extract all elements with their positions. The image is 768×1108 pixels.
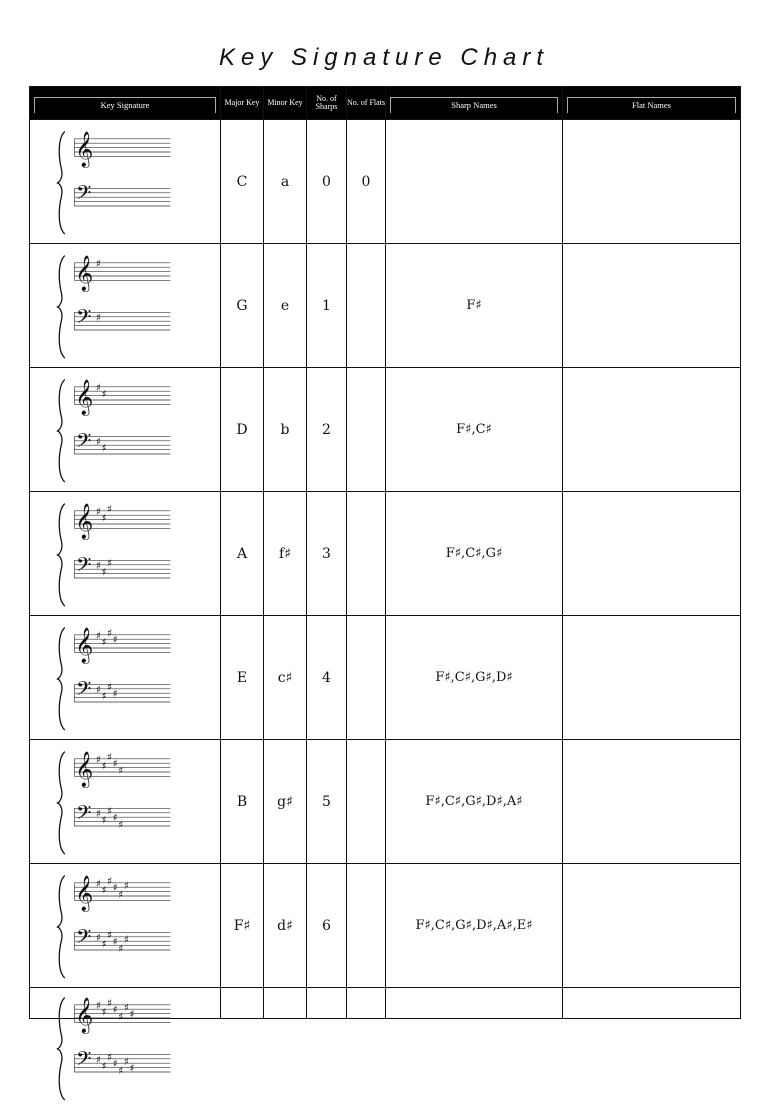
sharp-sign-icon: ♯ (95, 1053, 101, 1066)
sharp-sign-icon: ♯ (95, 505, 101, 518)
sharp-sign-icon: ♯ (123, 1056, 129, 1068)
sharp-sign-icon: ♯ (107, 805, 113, 818)
sharp-count-cell: 2 (307, 368, 347, 492)
minor-key-cell: g♯ (264, 740, 307, 864)
sharp-sign-icon: ♯ (107, 557, 113, 570)
sharp-sign-icon: ♯ (118, 1064, 124, 1077)
sharp-sign-icon: ♯ (107, 929, 113, 942)
header-no-of-flats: No. of Flats (347, 87, 386, 120)
sharp-count-cell: 3 (307, 492, 347, 616)
sharp-sign-icon: ♯ (95, 753, 101, 766)
sharp-sign-icon: ♯ (107, 875, 113, 888)
sharp-sign-icon: ♯ (112, 633, 118, 646)
key-signature-cell (30, 244, 221, 368)
sharp-sign-icon: ♯ (95, 629, 101, 642)
major-key-cell: F♯ (221, 864, 264, 988)
major-key-cell: C (221, 120, 264, 244)
sharp-sign-icon: ♯ (101, 441, 107, 454)
sharp-sign-icon: ♯ (101, 883, 107, 896)
brace-icon (57, 255, 65, 357)
brace-icon (57, 131, 65, 233)
table-row (30, 492, 741, 616)
table-row (30, 988, 741, 1019)
bass-clef-icon: 𝄢 (76, 800, 92, 829)
sharp-sign-icon: ♯ (101, 1060, 107, 1073)
key-signature-cell (30, 616, 221, 740)
table-row (30, 244, 741, 368)
sharp-sign-icon: ♯ (123, 879, 129, 892)
sharp-sign-icon: ♯ (118, 888, 124, 901)
sharp-sign-icon: ♯ (112, 811, 118, 824)
minor-key-cell: c♯ (264, 616, 307, 740)
major-key-cell: D (221, 368, 264, 492)
grand-staff (30, 742, 218, 862)
sharp-names-cell: F♯,C♯,G♯ (386, 492, 563, 616)
sharp-sign-icon: ♯ (123, 933, 129, 946)
sharp-count-cell: 1 (307, 244, 347, 368)
key-signature-cell (30, 368, 221, 492)
grand-staff (30, 618, 218, 738)
flat-names-cell (563, 740, 741, 864)
empty-cell (347, 988, 386, 1019)
brace-icon (57, 751, 65, 853)
sharp-sign-icon: ♯ (101, 635, 107, 648)
sharp-sign-icon: ♯ (101, 759, 107, 772)
empty-cell (307, 988, 347, 1019)
sharp-sign-icon: ♯ (101, 813, 107, 826)
bass-clef-icon: 𝄢 (76, 180, 92, 209)
sharp-sign-icon: ♯ (107, 997, 113, 1010)
minor-key-cell: f♯ (264, 492, 307, 616)
brace-icon (57, 875, 65, 977)
key-signature-table (29, 86, 741, 1077)
sharp-sign-icon: ♯ (123, 1002, 129, 1014)
table-row (30, 740, 741, 864)
flat-count-cell (347, 492, 386, 616)
sharp-sign-icon: ♯ (95, 807, 101, 820)
sharp-sign-icon: ♯ (101, 565, 107, 578)
brace-icon (57, 503, 65, 605)
flat-names-cell (563, 864, 741, 988)
sharp-names-cell: F♯ (386, 244, 563, 368)
sharp-sign-icon: ♯ (95, 311, 101, 324)
sharp-sign-icon: ♯ (112, 935, 118, 948)
table-row (30, 120, 741, 244)
sharp-count-cell: 6 (307, 864, 347, 988)
sharp-sign-icon: ♯ (95, 435, 101, 448)
sharp-sign-icon: ♯ (101, 689, 107, 702)
sharp-sign-icon: ♯ (101, 937, 107, 950)
grand-staff (30, 370, 218, 490)
sharp-sign-icon: ♯ (107, 681, 113, 694)
sharp-sign-icon: ♯ (112, 881, 118, 894)
sharp-sign-icon: ♯ (107, 751, 113, 764)
flat-count-cell (347, 244, 386, 368)
sharp-count-cell: 4 (307, 616, 347, 740)
sharp-sign-icon: ♯ (95, 381, 101, 394)
grand-staff (30, 988, 218, 1108)
sharp-sign-icon: ♯ (95, 999, 101, 1012)
sharp-sign-icon: ♯ (95, 877, 101, 890)
table-row (30, 368, 741, 492)
key-signature-cell (30, 120, 221, 244)
flat-count-cell (347, 864, 386, 988)
sharp-sign-icon: ♯ (112, 757, 118, 770)
sharp-sign-icon: ♯ (118, 942, 124, 955)
flat-count-cell (347, 740, 386, 864)
sharp-sign-icon: ♯ (101, 511, 107, 524)
treble-clef-icon: 𝄞 (75, 875, 94, 911)
sharp-sign-icon: ♯ (112, 1058, 118, 1071)
header-minor-key: Minor Key (264, 87, 307, 120)
flat-names-cell (563, 616, 741, 740)
bass-clef-icon: 𝄢 (76, 1046, 92, 1075)
header-sharp-names: Sharp Names (386, 87, 563, 120)
treble-clef-icon: 𝄞 (75, 503, 94, 539)
flat-names-cell (563, 120, 741, 244)
grand-staff (30, 494, 218, 614)
sharp-names-cell: F♯,C♯,G♯,D♯,A♯ (386, 740, 563, 864)
flat-names-cell (563, 244, 741, 368)
header-major-key: Major Key (221, 87, 264, 120)
empty-cell (563, 988, 741, 1019)
treble-clef-icon: 𝄞 (75, 255, 94, 291)
minor-key-cell: e (264, 244, 307, 368)
brace-icon (57, 998, 65, 1100)
brace-icon (57, 627, 65, 729)
sharp-names-cell (386, 120, 563, 244)
header-no-of-sharps: No. of Sharps (307, 87, 347, 120)
header-flat-names: Flat Names (563, 87, 741, 120)
sharp-sign-icon: ♯ (118, 1010, 124, 1023)
major-key-cell: G (221, 244, 264, 368)
major-key-cell: A (221, 492, 264, 616)
sharp-sign-icon: ♯ (95, 931, 101, 944)
page-title: Key Signature Chart (218, 44, 550, 71)
grand-staff (30, 866, 218, 986)
key-signature-cell (30, 988, 221, 1077)
table-row (30, 616, 741, 740)
key-signature-cell (30, 740, 221, 864)
table-row (30, 864, 741, 988)
sharp-sign-icon: ♯ (107, 503, 113, 516)
sharp-sign-icon: ♯ (101, 1006, 107, 1019)
table-header-row (30, 87, 741, 120)
minor-key-cell: a (264, 120, 307, 244)
treble-clef-icon: 𝄞 (75, 379, 94, 415)
brace-icon (57, 379, 65, 481)
sharp-sign-icon: ♯ (107, 627, 113, 640)
sharp-sign-icon: ♯ (101, 387, 107, 400)
sharp-names-cell: F♯,C♯ (386, 368, 563, 492)
sharp-count-cell: 0 (307, 120, 347, 244)
treble-clef-icon: 𝄞 (75, 131, 94, 167)
sharp-sign-icon: ♯ (118, 764, 124, 777)
grand-staff (30, 122, 218, 242)
sharp-sign-icon: ♯ (129, 1062, 135, 1075)
sharp-sign-icon: ♯ (95, 683, 101, 696)
sharp-names-cell: F♯,C♯,G♯,D♯,A♯,E♯ (386, 864, 563, 988)
empty-cell (221, 988, 264, 1019)
treble-clef-icon: 𝄞 (75, 997, 94, 1033)
sharp-count-cell: 5 (307, 740, 347, 864)
flat-count-cell: 0 (347, 120, 386, 244)
grand-staff (30, 246, 218, 366)
sharp-sign-icon: ♯ (107, 1051, 113, 1064)
flat-count-cell (347, 616, 386, 740)
major-key-cell: E (221, 616, 264, 740)
treble-clef-icon: 𝄞 (75, 751, 94, 787)
bass-clef-icon: 𝄢 (76, 552, 92, 581)
flat-count-cell (347, 368, 386, 492)
flat-names-cell (563, 368, 741, 492)
minor-key-cell: b (264, 368, 307, 492)
bass-clef-icon: 𝄢 (76, 676, 92, 705)
empty-cell (264, 988, 307, 1019)
sharp-sign-icon: ♯ (95, 559, 101, 572)
sharp-names-cell: F♯,C♯,G♯,D♯ (386, 616, 563, 740)
sharp-sign-icon: ♯ (129, 1008, 135, 1021)
empty-cell (386, 988, 563, 1019)
sharp-sign-icon: ♯ (95, 257, 101, 270)
sharp-sign-icon: ♯ (112, 687, 118, 700)
major-key-cell: B (221, 740, 264, 864)
header-key-signature: Key Signature (30, 87, 221, 120)
flat-names-cell (563, 492, 741, 616)
minor-key-cell: d♯ (264, 864, 307, 988)
bass-clef-icon: 𝄢 (76, 924, 92, 953)
sharp-sign-icon: ♯ (118, 818, 124, 831)
bass-clef-icon: 𝄢 (76, 304, 92, 333)
sharp-sign-icon: ♯ (112, 1004, 118, 1017)
treble-clef-icon: 𝄞 (75, 627, 94, 663)
key-signature-cell (30, 864, 221, 988)
bass-clef-icon: 𝄢 (76, 428, 92, 457)
key-signature-cell (30, 492, 221, 616)
